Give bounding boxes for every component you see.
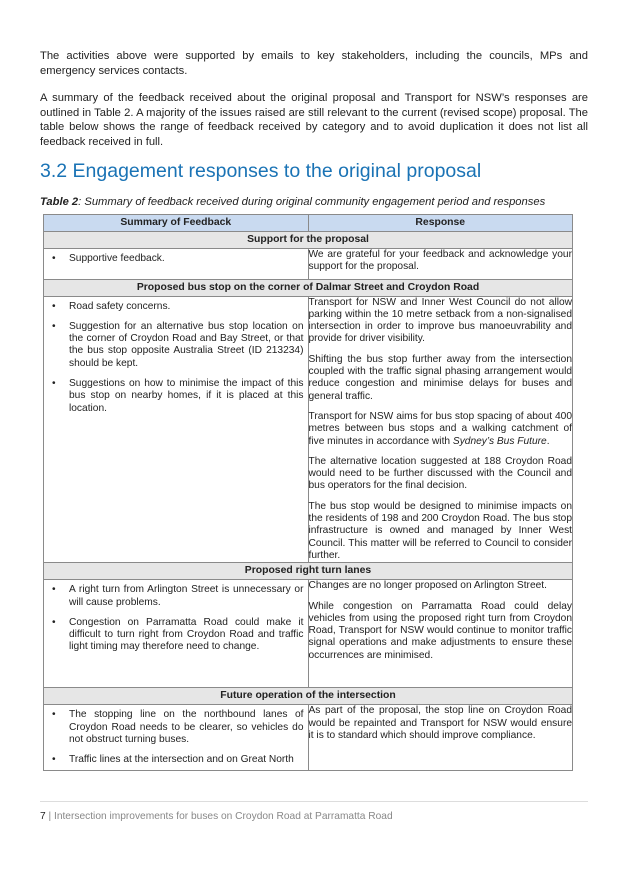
response-cell	[308, 249, 573, 280]
table-row	[44, 580, 573, 688]
feedback-item: • Road safety concerns.	[44, 301, 304, 313]
response-text: Transport for NSW aims for bus stop spacing of about 400 metres between bus stops and a walking catchment of five minutes in accordance with	[308, 410, 572, 447]
response-paragraph: We are grateful for your feedback and acknowledge your support for the proposal.	[308, 249, 572, 273]
response-paragraph: As part of the proposal, the stop line on Croydon Road would be repainted and Transport for NSW would ensure it is to standard which should improve compliance.	[308, 705, 572, 741]
response-paragraph: Changes are no longer proposed on Arlington Street.	[308, 580, 547, 592]
feedback-table	[43, 214, 573, 771]
section-row-right-turn	[44, 563, 573, 580]
intro-paragraph-2: A summary of the feedback received about the original proposal and Transport for NSW’s responses are outlined in Table 2. A majority of the issues raised are still relevant to the current (revised scope) proposal. The table below shows the range of feedback received by category and to avoid duplication it does not list all feedback received in full.	[40, 92, 588, 148]
table-caption-label: Table 2	[40, 196, 79, 208]
response-paragraph: The alternative location suggested at 188 Croydon Road would need to be further discussed with the Council and bus operators for the final decision.	[308, 455, 572, 492]
feedback-cell	[44, 705, 309, 771]
table-header-row	[44, 215, 573, 232]
section-row-future-operation	[44, 688, 573, 705]
feedback-cell	[44, 249, 309, 280]
section-title: Future operation of the intersection	[44, 688, 573, 705]
response-italic-title: Sydney’s Bus Future	[452, 435, 547, 447]
feedback-item: • Suggestion for an alternative bus stop location on the corner of Croydon Road and Bay Street, or that the bus stop opposite Australia Street (ID 213234) should be kept.	[44, 321, 304, 370]
feedback-item: • Suggestions on how to minimise the impact of this bus stop on nearby homes, if it is placed at this location.	[44, 378, 304, 415]
feedback-item: • A right turn from Arlington Street is unnecessary or will cause problems.	[44, 584, 304, 609]
page-number: 7	[40, 811, 46, 822]
table-row	[44, 249, 573, 280]
header-summary-of-feedback: Summary of Feedback	[44, 215, 309, 232]
page-footer	[40, 811, 393, 822]
footer-divider	[40, 801, 588, 802]
table-caption-text: : Summary of feedback received during original community engagement period and responses	[78, 196, 546, 208]
section-row-support	[44, 232, 573, 249]
feedback-cell	[44, 580, 309, 688]
section-row-bus-stop	[44, 279, 573, 296]
table-row	[44, 705, 573, 771]
feedback-item: • Traffic lines at the intersection and on Great North	[44, 754, 304, 766]
response-cell	[308, 296, 573, 563]
intro-paragraph-1: The activities above were supported by emails to key stakeholders, including the councils, MPs and emergency services contacts.	[40, 50, 588, 77]
section-title: Proposed right turn lanes	[44, 563, 573, 580]
footer-separator: |	[45, 811, 54, 822]
section-heading: 3.2 Engagement responses to the original proposal	[40, 160, 482, 182]
response-paragraph: Transport for NSW and Inner West Council do not allow parking within the 10 metre setback from a non-signalised intersection in order to improve bus manoeuvrability and provide for driver visibility.	[308, 296, 572, 345]
response-paragraph: Shifting the bus stop further away from the intersection coupled with the traffic signal phasing arrangement would reduce congestion and minimise delays for buses and general traffic.	[308, 353, 572, 402]
feedback-item: • Congestion on Parramatta Road could make it difficult to turn right from Croydon Road and traffic light timing may therefore need to change.	[44, 617, 304, 654]
footer-title: Intersection improvements for buses on Croydon Road at Parramatta Road	[53, 811, 393, 822]
table-caption	[40, 196, 545, 208]
response-text-end: .	[546, 435, 550, 447]
response-paragraph: While congestion on Parramatta Road could delay vehicles from using the proposed right turn from Croydon Road, Transport for NSW would continue to monitor traffic signal operations and make adjustments to ensure these occurrences are minimised.	[308, 600, 572, 661]
feedback-item: • Supportive feedback.	[44, 253, 304, 265]
section-title: Proposed bus stop on the corner of Dalmar Street and Croydon Road	[44, 279, 573, 296]
table-row	[44, 296, 573, 563]
response-cell	[308, 705, 573, 771]
response-paragraph	[309, 411, 573, 448]
header-response: Response	[308, 215, 573, 232]
response-cell	[308, 580, 573, 688]
feedback-item: • The stopping line on the northbound lanes of Croydon Road needs to be clearer, so vehicles do not obstruct turning buses.	[44, 709, 304, 746]
response-paragraph: The bus stop would be designed to minimise impacts on the residents of 198 and 200 Croydon Road. The bus stop infrastructure is owned and managed by Inner West Council. This matter will be referred to Council to consider further.	[308, 500, 572, 561]
feedback-cell	[44, 296, 309, 563]
section-title: Support for the proposal	[44, 232, 573, 249]
